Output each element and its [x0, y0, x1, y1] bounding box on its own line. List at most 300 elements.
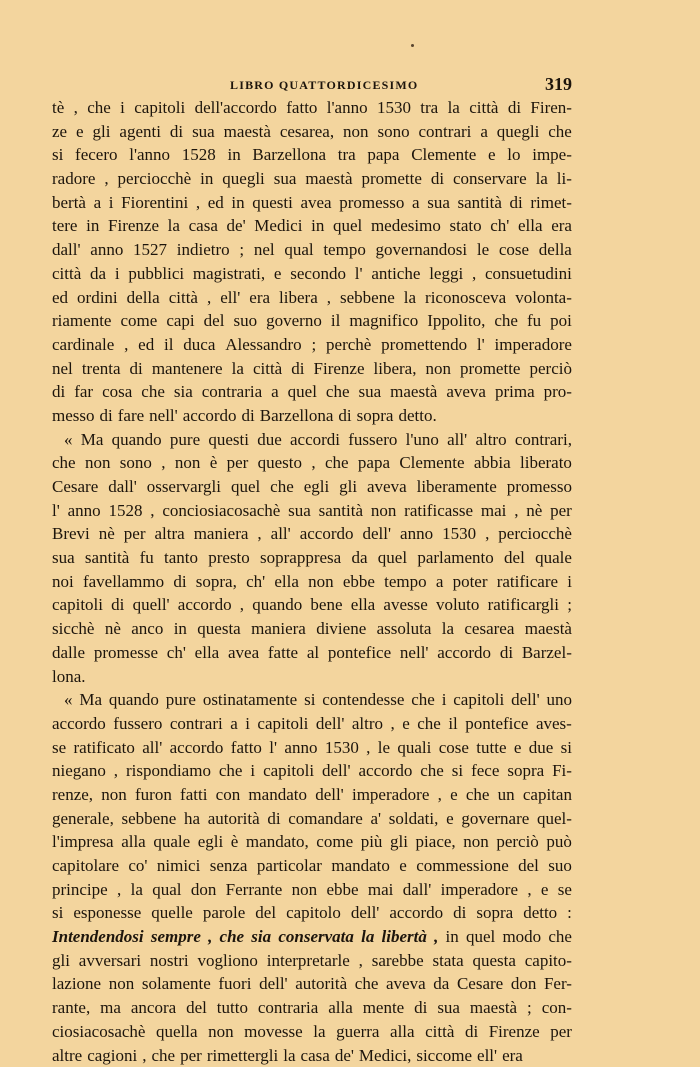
word: sua: [427, 191, 450, 215]
word: e: [402, 712, 410, 736]
word: poter: [453, 570, 488, 594]
word: abbia: [474, 451, 511, 475]
word: ancora: [131, 996, 176, 1020]
word: sua: [52, 546, 75, 570]
text-line: [52, 617, 572, 641]
word: e: [274, 262, 282, 286]
word: capitoli: [52, 593, 103, 617]
text-line: [52, 238, 572, 262]
word: perciocchè: [118, 167, 192, 191]
word: particolar: [257, 854, 322, 878]
word: non: [343, 120, 369, 144]
word: renze,: [52, 783, 93, 807]
word: ,: [74, 96, 78, 120]
word: ,: [327, 286, 331, 310]
word: dell'accordo: [195, 96, 277, 120]
word: maestà: [470, 996, 517, 1020]
word: di: [431, 167, 444, 191]
word: sebbene: [340, 286, 395, 310]
word: tra: [338, 143, 356, 167]
word: qual: [284, 238, 313, 262]
word: pontefice: [465, 712, 528, 736]
word: questa: [472, 949, 515, 973]
word: che: [548, 120, 572, 144]
word: pure: [170, 428, 200, 452]
word: capi: [166, 309, 194, 333]
word: aveva: [386, 972, 426, 996]
word: stata: [432, 949, 463, 973]
word: promette: [460, 357, 520, 381]
word: riamente: [52, 309, 111, 333]
word: alla: [121, 830, 146, 854]
word: ed: [208, 191, 224, 215]
word: ,: [207, 286, 211, 310]
word: era: [551, 214, 572, 238]
word: ella: [195, 641, 220, 665]
word: leggi: [429, 262, 463, 286]
word: altre: [52, 1044, 82, 1067]
text-line: [52, 570, 572, 594]
word: tutte: [476, 736, 506, 760]
word: contraria: [202, 380, 262, 404]
word: lazione: [52, 972, 101, 996]
word: promesse: [94, 641, 158, 665]
word: cesarea,: [280, 120, 334, 144]
word: l'uno: [406, 428, 439, 452]
word: accordo: [183, 404, 237, 428]
text-line: [52, 901, 572, 925]
word: Cesare: [52, 475, 98, 499]
word: duca: [183, 333, 215, 357]
word: del: [518, 854, 539, 878]
word: sopra: [357, 404, 394, 428]
word: mandato: [248, 783, 307, 807]
word: che: [325, 451, 349, 475]
word: Barzel-: [522, 641, 572, 665]
word: ,: [311, 451, 315, 475]
word: aves-: [536, 712, 572, 736]
text-line: [52, 830, 572, 854]
word: città: [169, 286, 198, 310]
word: Cesare: [457, 972, 503, 996]
word: città: [469, 96, 498, 120]
word: contrari: [170, 712, 223, 736]
word: governandosi: [376, 238, 468, 262]
word: è: [231, 830, 239, 854]
word: ze: [52, 120, 67, 144]
word: pure: [166, 688, 196, 712]
word: trenta: [82, 357, 121, 381]
word: sopra,: [196, 570, 237, 594]
text-line: [52, 120, 572, 144]
word: l': [355, 262, 363, 286]
word: ,: [359, 949, 363, 973]
word: ella: [518, 214, 543, 238]
word: dell': [511, 688, 540, 712]
word: quando: [252, 593, 302, 617]
word: 1530: [442, 522, 476, 546]
word: nel: [52, 357, 73, 381]
word: guerra: [336, 1020, 379, 1044]
word: «: [64, 428, 73, 452]
word: ed: [52, 286, 68, 310]
word: quel: [466, 925, 495, 949]
word: di: [111, 593, 124, 617]
word: quel: [378, 546, 407, 570]
page-header: [52, 74, 572, 98]
word: capitoli: [263, 759, 314, 783]
word: al: [307, 641, 319, 665]
word: Ma: [79, 688, 102, 712]
word: ,: [485, 522, 489, 546]
word: aveva: [446, 380, 486, 404]
word: i: [109, 191, 114, 215]
word: non: [208, 1020, 234, 1044]
word: accordo: [52, 712, 106, 736]
word: del: [255, 901, 276, 925]
word: avea: [228, 641, 259, 665]
word: gli: [390, 830, 408, 854]
word: piace,: [416, 830, 456, 854]
word: sono: [120, 451, 152, 475]
word: l': [52, 499, 60, 523]
text-line: [52, 522, 572, 546]
word: messo: [52, 404, 95, 428]
word: in: [311, 214, 324, 238]
word: Barzellona: [260, 404, 334, 428]
word: e: [514, 736, 522, 760]
text-line: [52, 1020, 572, 1044]
word: avversari: [79, 949, 141, 973]
word: accordo: [389, 901, 443, 925]
ink-speck: [411, 44, 414, 47]
word: Brevi: [52, 522, 90, 546]
word: in: [174, 617, 187, 641]
text-line: [52, 641, 572, 665]
word: la: [448, 96, 460, 120]
word: aveva: [367, 475, 407, 499]
word: quale: [535, 546, 572, 570]
word: maniera: [194, 522, 249, 546]
word: ordini: [77, 286, 118, 310]
word: due: [257, 428, 282, 452]
word: Ma: [81, 428, 104, 452]
word: conservata: [278, 925, 354, 949]
word: si: [304, 688, 315, 712]
word: Firenze: [108, 214, 159, 238]
word: 1527: [133, 238, 167, 262]
word: imperadore: [441, 878, 518, 902]
word: 1530: [377, 96, 411, 120]
word: che: [411, 688, 435, 712]
word: ebbe: [326, 878, 358, 902]
word: a': [371, 807, 382, 831]
word: sicchè: [52, 617, 94, 641]
word: le: [378, 736, 390, 760]
word: dell': [316, 712, 345, 736]
word: non: [175, 451, 201, 475]
word: conservare: [453, 167, 527, 191]
word: de': [335, 1044, 354, 1067]
word: rimettergli: [207, 1044, 278, 1067]
word: Medici: [254, 214, 302, 238]
word: bertà: [52, 191, 86, 215]
word: rimet-: [530, 191, 572, 215]
word: governare: [461, 807, 529, 831]
word: quel: [231, 475, 260, 499]
word: se: [52, 736, 66, 760]
word: nè: [526, 499, 542, 523]
word: di: [414, 996, 427, 1020]
word: all': [142, 736, 162, 760]
word: quale: [153, 830, 190, 854]
word: da: [351, 546, 367, 570]
word: gli: [52, 949, 70, 973]
word: e: [446, 807, 454, 831]
text-line: [52, 996, 572, 1020]
word: soldati,: [389, 807, 439, 831]
word: il: [448, 712, 457, 736]
word: lona.: [52, 665, 86, 689]
word: interpretarle: [267, 949, 350, 973]
word: il: [331, 309, 340, 333]
word: gli: [339, 475, 357, 499]
word: tempo: [323, 238, 366, 262]
text-line: [52, 854, 572, 878]
word: sempre: [151, 925, 201, 949]
word: capitoli: [134, 96, 185, 120]
word: accordo: [178, 593, 232, 617]
word: don: [511, 972, 537, 996]
word: Intendendosi: [52, 925, 144, 949]
word: tanto: [164, 546, 198, 570]
word: quegli: [497, 120, 540, 144]
word: stato: [449, 214, 481, 238]
word: promette: [361, 167, 421, 191]
word: nostri: [150, 949, 189, 973]
word: che: [220, 925, 245, 949]
word: diviene: [316, 617, 366, 641]
word: mandato: [331, 854, 390, 878]
word: sono: [377, 120, 409, 144]
word: capito-: [525, 949, 572, 973]
word: lo: [507, 143, 520, 167]
word: di: [465, 1020, 478, 1044]
body-text: [52, 96, 572, 1067]
word: impe-: [532, 143, 572, 167]
word: ch': [490, 214, 509, 238]
word: ,: [104, 167, 108, 191]
text-line: [52, 688, 572, 712]
word: papa: [358, 451, 390, 475]
word: quel: [288, 380, 317, 404]
word: nell': [400, 641, 429, 665]
word: mente: [363, 996, 405, 1020]
word: anno: [90, 238, 123, 262]
word: principe: [52, 878, 108, 902]
word: da: [433, 972, 449, 996]
word: non: [308, 570, 334, 594]
text-line: [52, 783, 572, 807]
text-line: [52, 1044, 572, 1067]
word: soprappresa: [260, 546, 341, 570]
word: e: [488, 143, 496, 167]
word: Ferrante: [226, 878, 283, 902]
word: si: [452, 759, 463, 783]
word: radore: [52, 167, 95, 191]
word: che: [87, 96, 111, 120]
word: altra: [155, 522, 185, 546]
word: in: [446, 925, 459, 949]
word: i: [115, 262, 120, 286]
word: fussero: [348, 428, 397, 452]
word: cosa: [102, 380, 132, 404]
word: Medici,: [359, 1044, 411, 1067]
word: la: [442, 617, 454, 641]
word: questo: [258, 451, 302, 475]
word: mantenere: [152, 357, 223, 381]
word: non: [85, 451, 111, 475]
text-line: [52, 878, 572, 902]
text-line: [52, 925, 572, 949]
word: i: [120, 96, 125, 120]
word: della: [539, 238, 572, 262]
word: accordo: [170, 736, 224, 760]
word: città: [52, 262, 81, 286]
word: non: [292, 878, 318, 902]
word: che: [548, 925, 572, 949]
word: che: [270, 475, 294, 499]
word: sia: [251, 925, 271, 949]
word: era: [502, 1044, 523, 1067]
word: capitan: [523, 783, 572, 807]
word: si: [561, 736, 572, 760]
word: il: [164, 333, 173, 357]
word: fatte: [268, 641, 298, 665]
text-line: [52, 807, 572, 831]
word: di: [52, 380, 65, 404]
word: sarebbe: [372, 949, 424, 973]
word: dall': [52, 238, 81, 262]
word: nimici: [157, 854, 200, 878]
word: poi: [550, 309, 572, 333]
word: uno: [547, 688, 573, 712]
word: liberato: [520, 451, 572, 475]
word: li-: [557, 167, 572, 191]
text-line: [52, 546, 572, 570]
word: questi: [208, 428, 249, 452]
text-line: [52, 214, 572, 238]
word: fussero: [113, 712, 162, 736]
word: consuetudini: [485, 262, 572, 286]
word: contraria: [258, 996, 318, 1020]
word: di: [500, 641, 513, 665]
word: tra: [420, 96, 438, 120]
word: è: [210, 451, 218, 475]
word: all': [271, 522, 291, 546]
word: quando: [112, 428, 162, 452]
word: alla: [328, 996, 353, 1020]
word: gli: [93, 120, 111, 144]
word: imperadore: [495, 333, 572, 357]
text-line: [52, 333, 572, 357]
word: indietro: [177, 238, 230, 262]
word: conciosiacosachè: [162, 499, 280, 523]
word: della: [127, 286, 160, 310]
word: ella: [274, 570, 299, 594]
word: co': [128, 854, 147, 878]
word: Fi-: [552, 759, 572, 783]
word: sia: [174, 380, 193, 404]
word: ,: [434, 925, 438, 949]
word: furon: [135, 783, 172, 807]
word: non: [463, 830, 489, 854]
word: e: [541, 878, 549, 902]
word: cose: [499, 238, 529, 262]
word: l'anno: [327, 96, 368, 120]
word: i: [250, 759, 255, 783]
word: capitolare: [52, 854, 119, 878]
word: contendesse: [322, 688, 404, 712]
word: volonta-: [515, 286, 572, 310]
word: di: [510, 191, 523, 215]
word: ell': [220, 286, 240, 310]
word: tempo: [384, 570, 427, 594]
text-line: [52, 428, 572, 452]
word: anco: [131, 617, 163, 641]
text-line: [52, 309, 572, 333]
text-line: [52, 96, 572, 120]
word: capitoli: [453, 688, 504, 712]
word: osservargli: [147, 475, 221, 499]
word: pubblici: [128, 262, 184, 286]
word: di: [173, 570, 186, 594]
word: alla: [390, 1020, 415, 1044]
word: qual: [152, 878, 181, 902]
word: dall': [403, 878, 432, 902]
word: quando: [109, 688, 159, 712]
word: libertà: [382, 925, 427, 949]
word: ,: [196, 191, 200, 215]
word: magistrati,: [193, 262, 265, 286]
word: di: [100, 404, 113, 428]
word: a: [94, 191, 102, 215]
word: nè: [105, 617, 121, 641]
word: detto.: [398, 404, 436, 428]
word: fare: [118, 404, 144, 428]
word: e: [399, 854, 407, 878]
word: dell': [259, 972, 288, 996]
word: che: [355, 972, 379, 996]
word: suo: [548, 854, 572, 878]
word: i: [245, 712, 250, 736]
word: Firenze: [489, 1020, 540, 1044]
word: Firen-: [530, 96, 572, 120]
word: la: [313, 1020, 325, 1044]
word: detto: [523, 901, 557, 925]
word: ;: [567, 593, 572, 617]
word: che: [141, 380, 165, 404]
word: rispondiamo: [126, 759, 211, 783]
word: favellammo: [83, 570, 164, 594]
word: quel: [333, 214, 362, 238]
word: fece: [471, 759, 499, 783]
word: «: [64, 688, 73, 712]
word: santità: [319, 499, 363, 523]
word: non: [371, 499, 397, 523]
word: senza: [210, 854, 248, 878]
word: si: [52, 901, 63, 925]
